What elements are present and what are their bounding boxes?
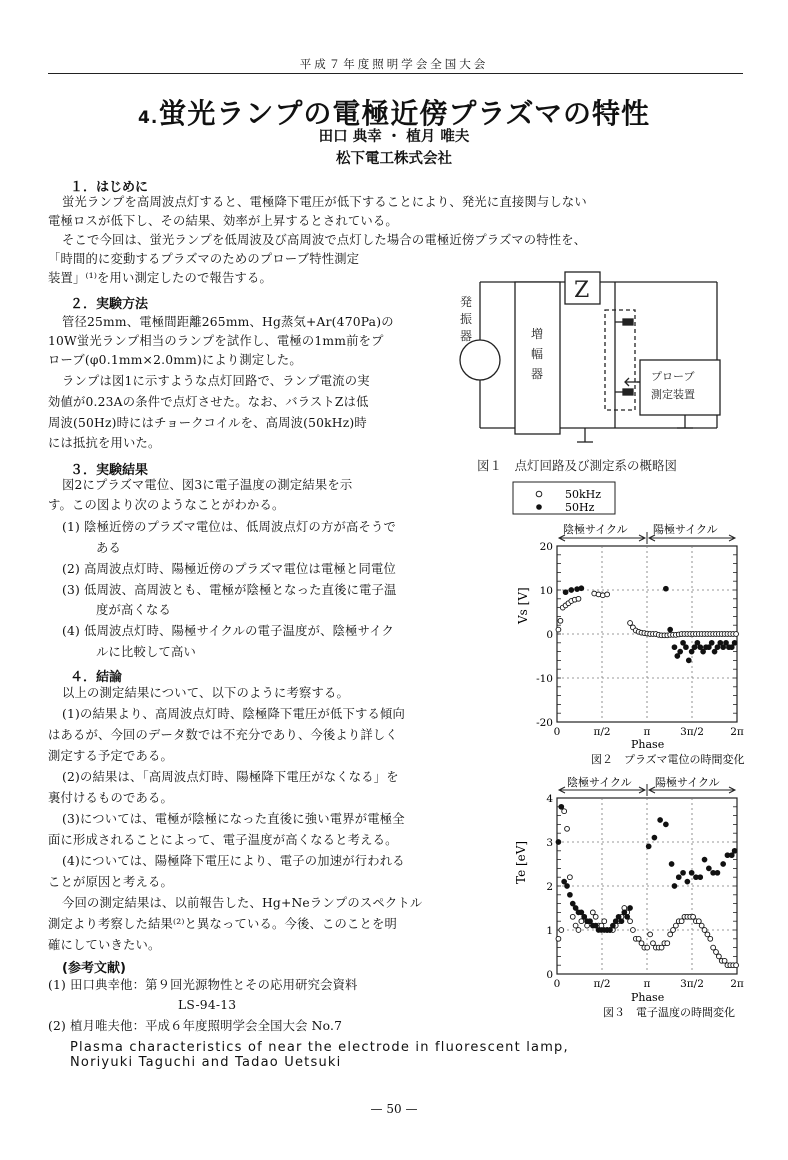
figure-2-chart bbox=[505, 480, 750, 770]
probe-device-label: プローブ bbox=[651, 370, 695, 383]
data-point-50khz bbox=[576, 596, 581, 601]
cycle-label-anode: 陽極サイクル bbox=[655, 776, 720, 789]
x-tick-label: 2π bbox=[730, 726, 744, 738]
data-point-50hz bbox=[668, 627, 673, 632]
x-tick-label: π bbox=[643, 978, 651, 990]
section-3-line: (2) 高周波点灯時、陽極近傍のプラズマ電位は電極と同電位 bbox=[62, 562, 396, 576]
data-point-50khz bbox=[562, 809, 567, 814]
data-point-50hz bbox=[628, 906, 633, 911]
abstract-line-2: Noriyuki Taguchi and Tadao Uetsuki bbox=[70, 1055, 342, 1070]
data-point-50khz bbox=[708, 936, 713, 941]
section-3-line: 図2にプラズマ電位、図3に電子温度の測定結果を示 bbox=[62, 478, 353, 492]
data-point-50hz bbox=[565, 884, 570, 889]
section-2-heading: ２．実験方法 bbox=[70, 297, 149, 312]
y-tick-label: 0 bbox=[546, 629, 553, 641]
data-point-50hz bbox=[698, 875, 703, 880]
legend-marker-50khz bbox=[536, 491, 542, 497]
data-point-50khz bbox=[565, 826, 570, 831]
data-point-50hz bbox=[709, 640, 714, 645]
data-point-50hz bbox=[732, 640, 737, 645]
data-point-50hz bbox=[646, 844, 651, 849]
section-4-line: (4)については、陽極降下電圧により、電子の加速が行われる bbox=[62, 854, 405, 868]
figure-1-circuit bbox=[455, 270, 745, 480]
data-point-50khz bbox=[639, 941, 644, 946]
data-point-50hz bbox=[732, 848, 737, 853]
page-number: — 50 — bbox=[370, 1102, 418, 1116]
section-3-line: (4) 低周波点灯時、陽極サイクルの電子温度が、陰極サイク bbox=[62, 624, 394, 638]
data-point-50khz bbox=[593, 914, 598, 919]
data-point-50hz bbox=[672, 884, 677, 889]
x-tick-label: 3π/2 bbox=[680, 978, 704, 990]
section-4-line: 裏付けるものである。 bbox=[48, 791, 173, 805]
section-3-line: ルに比較して高い bbox=[96, 645, 196, 659]
ballast-label: Z bbox=[574, 278, 590, 303]
y-axis-label: Te [eV] bbox=[514, 840, 528, 884]
header-rule bbox=[48, 73, 743, 74]
section-1-heading: １．はじめに bbox=[70, 180, 149, 195]
data-point-50hz bbox=[593, 923, 598, 928]
data-point-50khz bbox=[602, 919, 607, 924]
section-1-line: 蛍光ランプを高周波点灯すると、電極降下電圧が低下することにより、発光に直接関与しない bbox=[62, 195, 587, 209]
section-4-line: 測定する予定である。 bbox=[48, 749, 173, 763]
section-1-line: そこで今回は、蛍光ランプを低周波及び高周波で点灯した場合の電極近傍プラズマの特性を、 bbox=[62, 233, 587, 247]
figure-3-plot bbox=[546, 784, 744, 990]
data-point-50khz bbox=[673, 923, 678, 928]
section-4-line: (1)の結果より、高周波点灯時、陰極降下電圧が低下する傾向 bbox=[62, 707, 405, 721]
y-tick-label: -10 bbox=[536, 673, 553, 685]
section-2-line: 周波(50Hz)時にはチョークコイルを、高周波(50kHz)時 bbox=[48, 416, 367, 430]
amplifier-label: 器 bbox=[531, 367, 544, 381]
section-4-heading: ４．結論 bbox=[70, 670, 123, 685]
references-heading: (参考文献) bbox=[62, 961, 126, 976]
data-point-50khz bbox=[648, 932, 653, 937]
y-tick-label: -20 bbox=[536, 717, 553, 729]
upper-electrode bbox=[623, 319, 633, 325]
section-4-line: (2)の結果は、「高周波点灯時、陽極降下電圧がなくなる」を bbox=[62, 770, 399, 784]
data-point-50hz bbox=[663, 586, 668, 591]
data-point-50hz bbox=[695, 640, 700, 645]
lower-electrode bbox=[623, 389, 633, 395]
x-tick-label: 3π/2 bbox=[680, 726, 704, 738]
data-point-50hz bbox=[675, 654, 680, 659]
data-point-50hz bbox=[588, 919, 593, 924]
data-point-50khz bbox=[702, 928, 707, 933]
section-3-line: (3) 低周波、高周波とも、電極が陰極となった直後に電子温 bbox=[62, 583, 397, 597]
data-point-50khz bbox=[722, 958, 727, 963]
data-point-50hz bbox=[692, 645, 697, 650]
section-1-line: 電極ロスが低下し、その結果、効率が上昇するとされている。 bbox=[48, 214, 398, 228]
oscillator-label: 器 bbox=[460, 329, 473, 343]
data-point-50khz bbox=[714, 950, 719, 955]
data-point-50hz bbox=[712, 649, 717, 654]
data-point-50hz bbox=[652, 835, 657, 840]
data-point-50khz bbox=[711, 945, 716, 950]
data-point-50khz bbox=[696, 919, 701, 924]
data-point-50khz bbox=[579, 919, 584, 924]
data-point-50hz bbox=[569, 588, 574, 593]
data-point-50khz bbox=[699, 923, 704, 928]
data-point-50khz bbox=[570, 914, 575, 919]
figure-3-chart bbox=[505, 770, 750, 1025]
data-point-50hz bbox=[625, 914, 630, 919]
data-point-50khz bbox=[734, 632, 739, 637]
data-point-50khz bbox=[605, 592, 610, 597]
data-point-50khz bbox=[559, 928, 564, 933]
data-point-50hz bbox=[706, 645, 711, 650]
section-4-line: 確にしていきたい。 bbox=[48, 938, 161, 952]
data-point-50hz bbox=[582, 914, 587, 919]
data-point-50hz bbox=[729, 853, 734, 858]
oscillator-label: 発 bbox=[460, 295, 473, 309]
data-point-50khz bbox=[576, 928, 581, 933]
data-point-50khz bbox=[716, 954, 721, 959]
section-2-line: ローブ(φ0.1mm×2.0mm)により測定した。 bbox=[48, 353, 302, 367]
figure-2-caption: 図２ プラズマ電位の時間変化 bbox=[591, 753, 745, 766]
data-point-50hz bbox=[681, 640, 686, 645]
section-3-line: ある bbox=[96, 541, 121, 555]
authors: 田口 典幸 ・ 植月 唯夫 bbox=[318, 129, 470, 145]
data-point-50hz bbox=[729, 645, 734, 650]
legend-marker-50hz bbox=[536, 504, 542, 510]
figure-3-caption: 図３ 電子温度の時間変化 bbox=[603, 1006, 735, 1019]
section-2-line: には抵抗を用いた。 bbox=[48, 436, 161, 450]
data-point-50khz bbox=[665, 941, 670, 946]
data-point-50hz bbox=[724, 640, 729, 645]
section-4-line: 面に形成されることによって、電子温度が高くなると考える。 bbox=[48, 833, 398, 847]
section-4-line: はあるが、今回のデータ数では不充分であり、今後より詳しく bbox=[48, 728, 398, 742]
x-tick-label: π/2 bbox=[593, 726, 611, 738]
data-point-50hz bbox=[556, 840, 561, 845]
data-point-50hz bbox=[715, 645, 720, 650]
data-point-50hz bbox=[702, 857, 707, 862]
data-point-50hz bbox=[669, 862, 674, 867]
data-point-50hz bbox=[672, 645, 677, 650]
data-point-50hz bbox=[721, 645, 726, 650]
data-point-50khz bbox=[645, 945, 650, 950]
x-tick-label: π/2 bbox=[593, 978, 611, 990]
data-point-50hz bbox=[715, 870, 720, 875]
data-point-50khz bbox=[628, 919, 633, 924]
amplifier-label: 幅 bbox=[531, 347, 544, 361]
data-point-50khz bbox=[668, 932, 673, 937]
data-point-50hz bbox=[698, 645, 703, 650]
data-point-50khz bbox=[573, 923, 578, 928]
data-point-50hz bbox=[608, 928, 613, 933]
data-point-50hz bbox=[619, 919, 624, 924]
data-point-50hz bbox=[684, 645, 689, 650]
data-point-50hz bbox=[567, 892, 572, 897]
data-point-50khz bbox=[651, 941, 656, 946]
data-point-50hz bbox=[570, 901, 575, 906]
y-tick-label: 0 bbox=[546, 969, 553, 981]
data-point-50khz bbox=[556, 627, 561, 632]
data-point-50hz bbox=[681, 870, 686, 875]
section-3-line: す。この図より次のようなことがわかる。 bbox=[48, 498, 285, 512]
data-point-50khz bbox=[590, 910, 595, 915]
section-3-heading: ３．実験結果 bbox=[70, 463, 149, 478]
legend-label-50hz: 50Hz bbox=[565, 501, 595, 514]
y-tick-label: 2 bbox=[546, 881, 553, 893]
data-point-50hz bbox=[676, 875, 681, 880]
reference-1-id: LS-94-13 bbox=[178, 998, 237, 1012]
y-tick-label: 1 bbox=[546, 925, 553, 937]
section-2-line: 10W蛍光ランプ相当のランプを試作し、電極の1mm前をプ bbox=[48, 334, 384, 348]
section-1-line: 装置」⁽¹⁾を用い測定したので報告する。 bbox=[48, 271, 273, 285]
section-3-line: 度が高くなる bbox=[96, 603, 171, 617]
data-point-50hz bbox=[685, 879, 690, 884]
data-point-50hz bbox=[559, 804, 564, 809]
data-point-50khz bbox=[628, 621, 633, 626]
data-point-50khz bbox=[636, 936, 641, 941]
data-point-50khz bbox=[679, 919, 684, 924]
data-point-50hz bbox=[706, 866, 711, 871]
section-4-line: 以上の測定結果について、以下のように考察する。 bbox=[62, 686, 349, 700]
section-3-line: (1) 陰極近傍のプラズマ電位は、低周波点灯の方が高そうで bbox=[62, 520, 396, 534]
data-point-50hz bbox=[721, 862, 726, 867]
x-tick-label: 2π bbox=[730, 978, 744, 990]
data-point-50khz bbox=[705, 932, 710, 937]
conference-header: 平成７年度照明学会全国大会 bbox=[299, 57, 489, 71]
y-tick-label: 4 bbox=[546, 793, 553, 805]
legend-label-50khz: 50kHz bbox=[565, 488, 602, 501]
section-4-line: (3)については、電極が陰極になった直後に強い電界が電極全 bbox=[62, 812, 405, 826]
data-point-50khz bbox=[556, 936, 561, 941]
data-point-50hz bbox=[718, 640, 723, 645]
oscillator-symbol bbox=[460, 340, 500, 380]
data-point-50khz bbox=[558, 618, 563, 623]
data-point-50khz bbox=[671, 928, 676, 933]
y-axis-label: Vs [V] bbox=[516, 587, 530, 624]
data-point-50hz bbox=[579, 910, 584, 915]
data-point-50khz bbox=[691, 914, 696, 919]
section-2-line: 効値が0.23Aの条件で点灯させた。なお、バラストZは低 bbox=[48, 395, 369, 409]
x-tick-label: 0 bbox=[553, 978, 561, 990]
data-point-50hz bbox=[573, 906, 578, 911]
title-text: 蛍光ランプの電極近傍プラズマの特性 bbox=[158, 97, 650, 130]
data-point-50hz bbox=[610, 923, 615, 928]
data-point-50hz bbox=[663, 822, 668, 827]
amplifier-label: 増 bbox=[531, 327, 544, 341]
y-tick-label: 10 bbox=[539, 585, 553, 597]
y-tick-label: 20 bbox=[539, 541, 553, 553]
affiliation: 松下電工株式会社 bbox=[336, 151, 452, 167]
data-point-50hz bbox=[686, 658, 691, 663]
y-tick-label: 3 bbox=[546, 837, 553, 849]
x-tick-label: π bbox=[643, 726, 651, 738]
data-point-50hz bbox=[613, 919, 618, 924]
figure-1-caption: 図１ 点灯回路及び測定系の概略図 bbox=[477, 458, 678, 473]
data-point-50hz bbox=[563, 590, 568, 595]
data-point-50khz bbox=[659, 945, 664, 950]
section-4-line: 測定より考察した結果⁽²⁾と異なっている。今後、このことを明 bbox=[48, 917, 397, 931]
cycle-label-cathode: 陰極サイクル bbox=[567, 776, 632, 789]
x-axis-label: Phase bbox=[631, 991, 665, 1004]
data-point-50hz bbox=[562, 879, 567, 884]
section-4-line: ことが原因と考える。 bbox=[48, 875, 173, 889]
reference-1: (1) 田口典幸他：第９回光源物性とその応用研究会資料 bbox=[48, 978, 358, 992]
reference-2: (2) 植月唯夫他：平成６年度照明学会全国大会 No.7 bbox=[48, 1019, 343, 1033]
title-number: 4. bbox=[138, 108, 159, 128]
section-4-line: 今回の測定結果は、以前報告した、Hg+Neランプのスペクトル bbox=[62, 896, 423, 910]
data-point-50hz bbox=[658, 818, 663, 823]
data-point-50hz bbox=[678, 649, 683, 654]
x-axis-label: Phase bbox=[631, 738, 665, 751]
cycle-label-cathode: 陰極サイクル bbox=[563, 523, 628, 536]
section-2-line: 管径25mm、電極間距離265mm、Hg蒸気+Ar(470Pa)の bbox=[62, 315, 394, 329]
cycle-label-anode: 陽極サイクル bbox=[653, 523, 718, 536]
section-1-line: 「時間的に変動するプラズマのためのプローブ特性測定 bbox=[48, 252, 360, 266]
data-point-50hz bbox=[701, 649, 706, 654]
data-point-50hz bbox=[689, 649, 694, 654]
data-point-50khz bbox=[631, 928, 636, 933]
oscillator-label: 振 bbox=[460, 312, 473, 326]
data-point-50hz bbox=[622, 910, 627, 915]
data-point-50khz bbox=[567, 875, 572, 880]
data-point-50hz bbox=[579, 586, 584, 591]
figure-2-plot bbox=[536, 532, 744, 738]
probe-device-label: 測定装置 bbox=[651, 388, 695, 401]
section-2-line: ランプは図1に示すような点灯回路で、ランプ電流の実 bbox=[62, 374, 370, 388]
data-point-50hz bbox=[616, 914, 621, 919]
x-tick-label: 0 bbox=[553, 726, 561, 738]
data-point-50khz bbox=[734, 963, 739, 968]
data-point-50hz bbox=[689, 870, 694, 875]
english-abstract bbox=[70, 1040, 569, 1070]
abstract-line-1: Plasma characteristics of near the electrode in fluorescent lamp, bbox=[70, 1040, 569, 1055]
